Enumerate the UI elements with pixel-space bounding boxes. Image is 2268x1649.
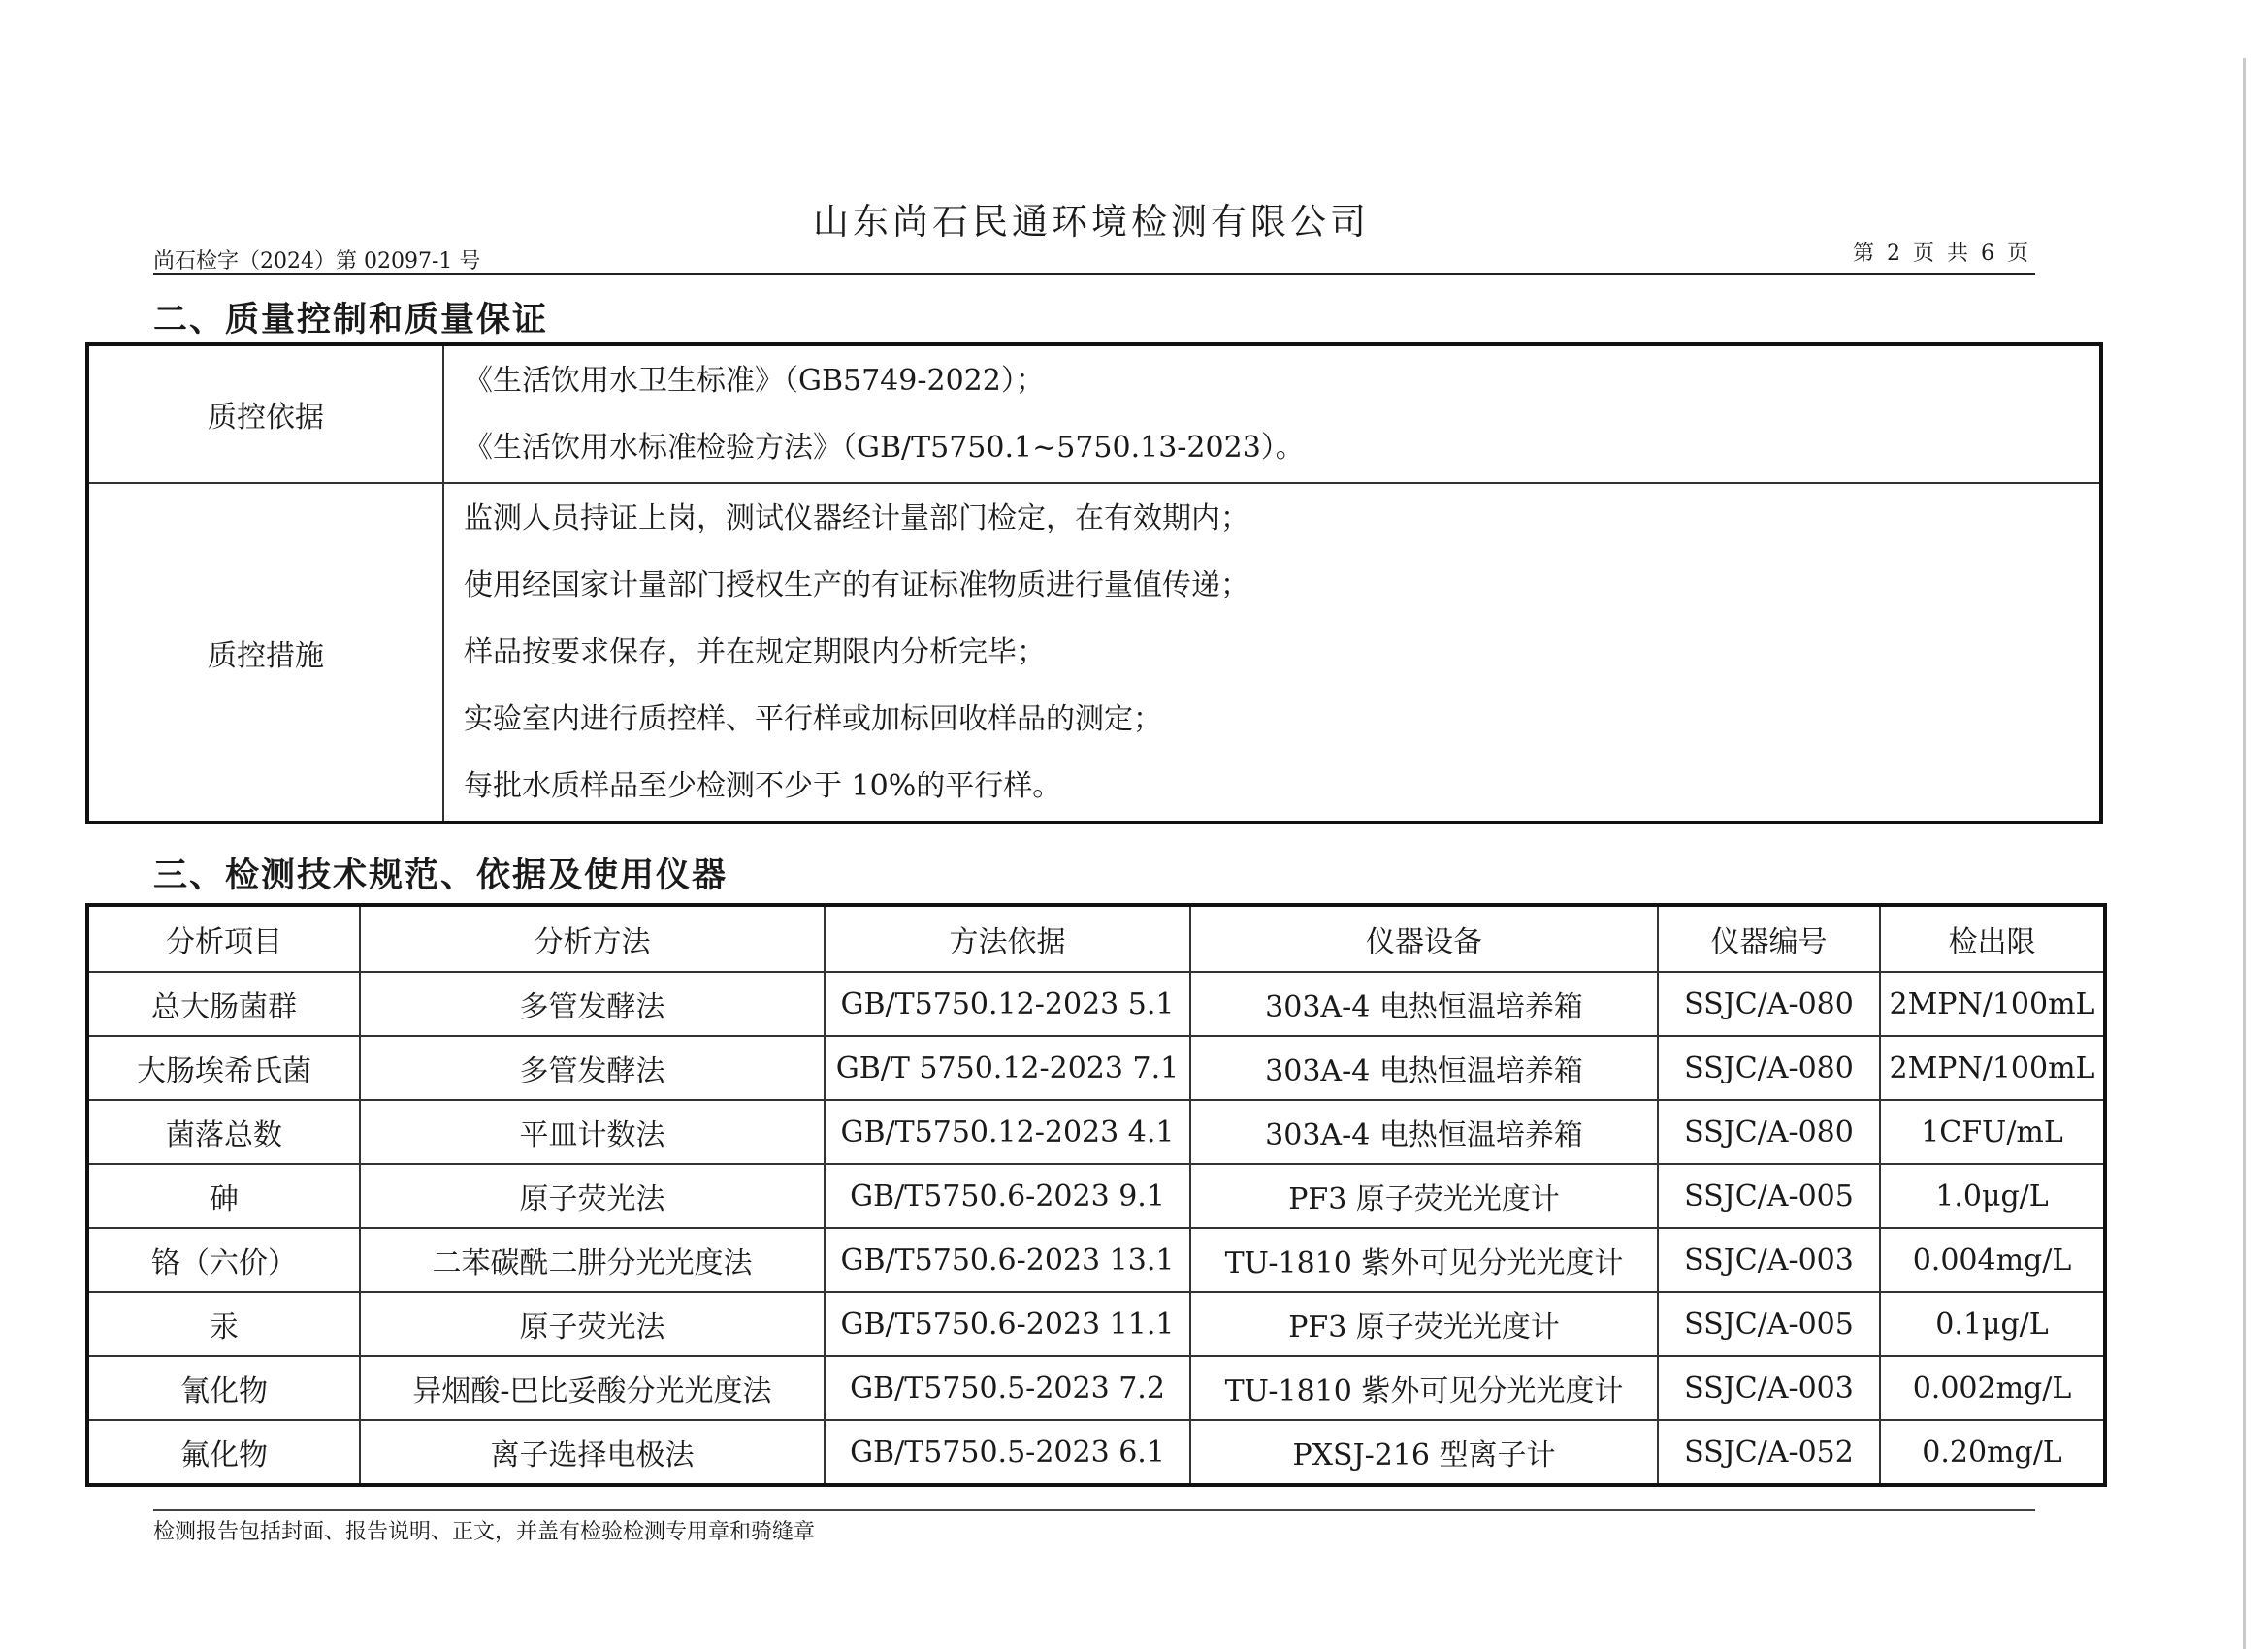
report-number: 尚石检字（2024）第 02097-1 号 <box>153 249 481 274</box>
qc-basis-line: 《生活饮用水卫生标准》（GB5749-2022）； <box>464 364 1045 398</box>
cell-instrument-no: SSJC/A-005 <box>1658 1164 1880 1228</box>
cell-detection-limit: 1.0μg/L <box>1880 1164 2105 1228</box>
cell-detection-limit: 2MPN/100mL <box>1880 972 2105 1036</box>
qc-basis-row <box>87 344 2101 483</box>
column-header: 分析方法 <box>360 905 825 972</box>
cell-instrument-no: SSJC/A-080 <box>1658 972 1880 1036</box>
cell-basis: GB/T5750.5-2023 7.2 <box>825 1356 1190 1420</box>
cell-instrument-no: SSJC/A-080 <box>1658 1036 1880 1100</box>
cell-item: 大肠埃希氏菌 <box>87 1036 360 1100</box>
cell-instrument: PF3 原子荧光光度计 <box>1190 1164 1658 1228</box>
qc-measures-label: 质控措施 <box>87 483 443 823</box>
qc-basis-content <box>443 344 2101 483</box>
cell-instrument: 303A-4 电热恒温培养箱 <box>1190 1100 1658 1164</box>
cell-basis: GB/T5750.6-2023 11.1 <box>825 1292 1190 1356</box>
cell-detection-limit: 0.20mg/L <box>1880 1420 2105 1485</box>
qc-basis-line: 《生活饮用水标准检验方法》（GB/T5750.1~5750.13-2023）。 <box>464 431 1305 465</box>
cell-item: 总大肠菌群 <box>87 972 360 1036</box>
table-row <box>87 1228 2105 1292</box>
cell-instrument-no: SSJC/A-003 <box>1658 1356 1880 1420</box>
qc-measure-line: 监测人员持证上岗，测试仪器经计量部门检定，在有效期内； <box>464 501 1249 535</box>
cell-instrument: 303A-4 电热恒温培养箱 <box>1190 1036 1658 1100</box>
column-header: 仪器设备 <box>1190 905 1658 972</box>
cell-method: 平皿计数法 <box>360 1100 825 1164</box>
column-header: 分析项目 <box>87 905 360 972</box>
cell-basis: GB/T5750.6-2023 13.1 <box>825 1228 1190 1292</box>
table-row <box>87 1420 2105 1485</box>
cell-basis: GB/T5750.5-2023 6.1 <box>825 1420 1190 1485</box>
column-header: 仪器编号 <box>1658 905 1880 972</box>
cell-basis: GB/T 5750.12-2023 7.1 <box>825 1036 1190 1100</box>
cell-item: 氰化物 <box>87 1356 360 1420</box>
cell-item: 铬（六价） <box>87 1228 360 1292</box>
qc-measure-line: 实验室内进行质控样、平行样或加标回收样品的测定； <box>464 702 1162 736</box>
table-row <box>87 1100 2105 1164</box>
column-header: 方法依据 <box>825 905 1190 972</box>
table-row <box>87 1164 2105 1228</box>
section2-title: 二、质量控制和质量保证 <box>153 300 549 340</box>
cell-basis: GB/T5750.12-2023 5.1 <box>825 972 1190 1036</box>
cell-item: 氟化物 <box>87 1420 360 1485</box>
cell-method: 异烟酸-巴比妥酸分光光度法 <box>360 1356 825 1420</box>
cell-method: 原子荧光法 <box>360 1292 825 1356</box>
cell-instrument: TU-1810 紫外可见分光光度计 <box>1190 1228 1658 1292</box>
cell-detection-limit: 0.002mg/L <box>1880 1356 2105 1420</box>
qc-measures-content <box>443 483 2101 823</box>
method-instrument-table <box>85 903 2107 1487</box>
cell-instrument: 303A-4 电热恒温培养箱 <box>1190 972 1658 1036</box>
cell-method: 多管发酵法 <box>360 972 825 1036</box>
company-name: 山东尚石民通环境检测有限公司 <box>813 201 1370 242</box>
table-row <box>87 1356 2105 1420</box>
cell-detection-limit: 2MPN/100mL <box>1880 1036 2105 1100</box>
cell-item: 汞 <box>87 1292 360 1356</box>
cell-method: 二苯碳酰二肼分光光度法 <box>360 1228 825 1292</box>
table-row <box>87 972 2105 1036</box>
cell-method: 离子选择电极法 <box>360 1420 825 1485</box>
cell-detection-limit: 0.004mg/L <box>1880 1228 2105 1292</box>
qc-basis-label: 质控依据 <box>87 344 443 483</box>
cell-instrument-no: SSJC/A-080 <box>1658 1100 1880 1164</box>
cell-method: 多管发酵法 <box>360 1036 825 1100</box>
cell-basis: GB/T5750.6-2023 9.1 <box>825 1164 1190 1228</box>
cell-instrument-no: SSJC/A-005 <box>1658 1292 1880 1356</box>
footer-note: 检测报告包括封面、报告说明、正文，并盖有检验检测专用章和骑缝章 <box>153 1520 816 1544</box>
scan-edge <box>2243 58 2246 1649</box>
header-divider <box>153 273 2035 275</box>
cell-item: 砷 <box>87 1164 360 1228</box>
table-row <box>87 1036 2105 1100</box>
column-header: 检出限 <box>1880 905 2105 972</box>
cell-detection-limit: 1CFU/mL <box>1880 1100 2105 1164</box>
cell-instrument: TU-1810 紫外可见分光光度计 <box>1190 1356 1658 1420</box>
cell-instrument-no: SSJC/A-052 <box>1658 1420 1880 1485</box>
qc-measure-line: 每批水质样品至少检测不少于 10%的平行样。 <box>464 769 1062 803</box>
qc-measure-line: 使用经国家计量部门授权生产的有证标准物质进行量值传递； <box>464 568 1249 602</box>
cell-basis: GB/T5750.12-2023 4.1 <box>825 1100 1190 1164</box>
section3-title: 三、检测技术规范、依据及使用仪器 <box>153 856 729 895</box>
cell-detection-limit: 0.1μg/L <box>1880 1292 2105 1356</box>
table-header-row <box>87 905 2105 972</box>
table-row <box>87 1292 2105 1356</box>
cell-instrument-no: SSJC/A-003 <box>1658 1228 1880 1292</box>
cell-method: 原子荧光法 <box>360 1164 825 1228</box>
cell-instrument: PF3 原子荧光光度计 <box>1190 1292 1658 1356</box>
qc-measures-row <box>87 483 2101 823</box>
qc-measure-line: 样品按要求保存，并在规定期限内分析完毕； <box>464 635 1046 669</box>
footer-divider <box>153 1509 2035 1511</box>
quality-control-table <box>85 342 2103 824</box>
cell-item: 菌落总数 <box>87 1100 360 1164</box>
cell-instrument: PXSJ-216 型离子计 <box>1190 1420 1658 1485</box>
page-number: 第 2 页 共 6 页 <box>1853 242 2031 266</box>
